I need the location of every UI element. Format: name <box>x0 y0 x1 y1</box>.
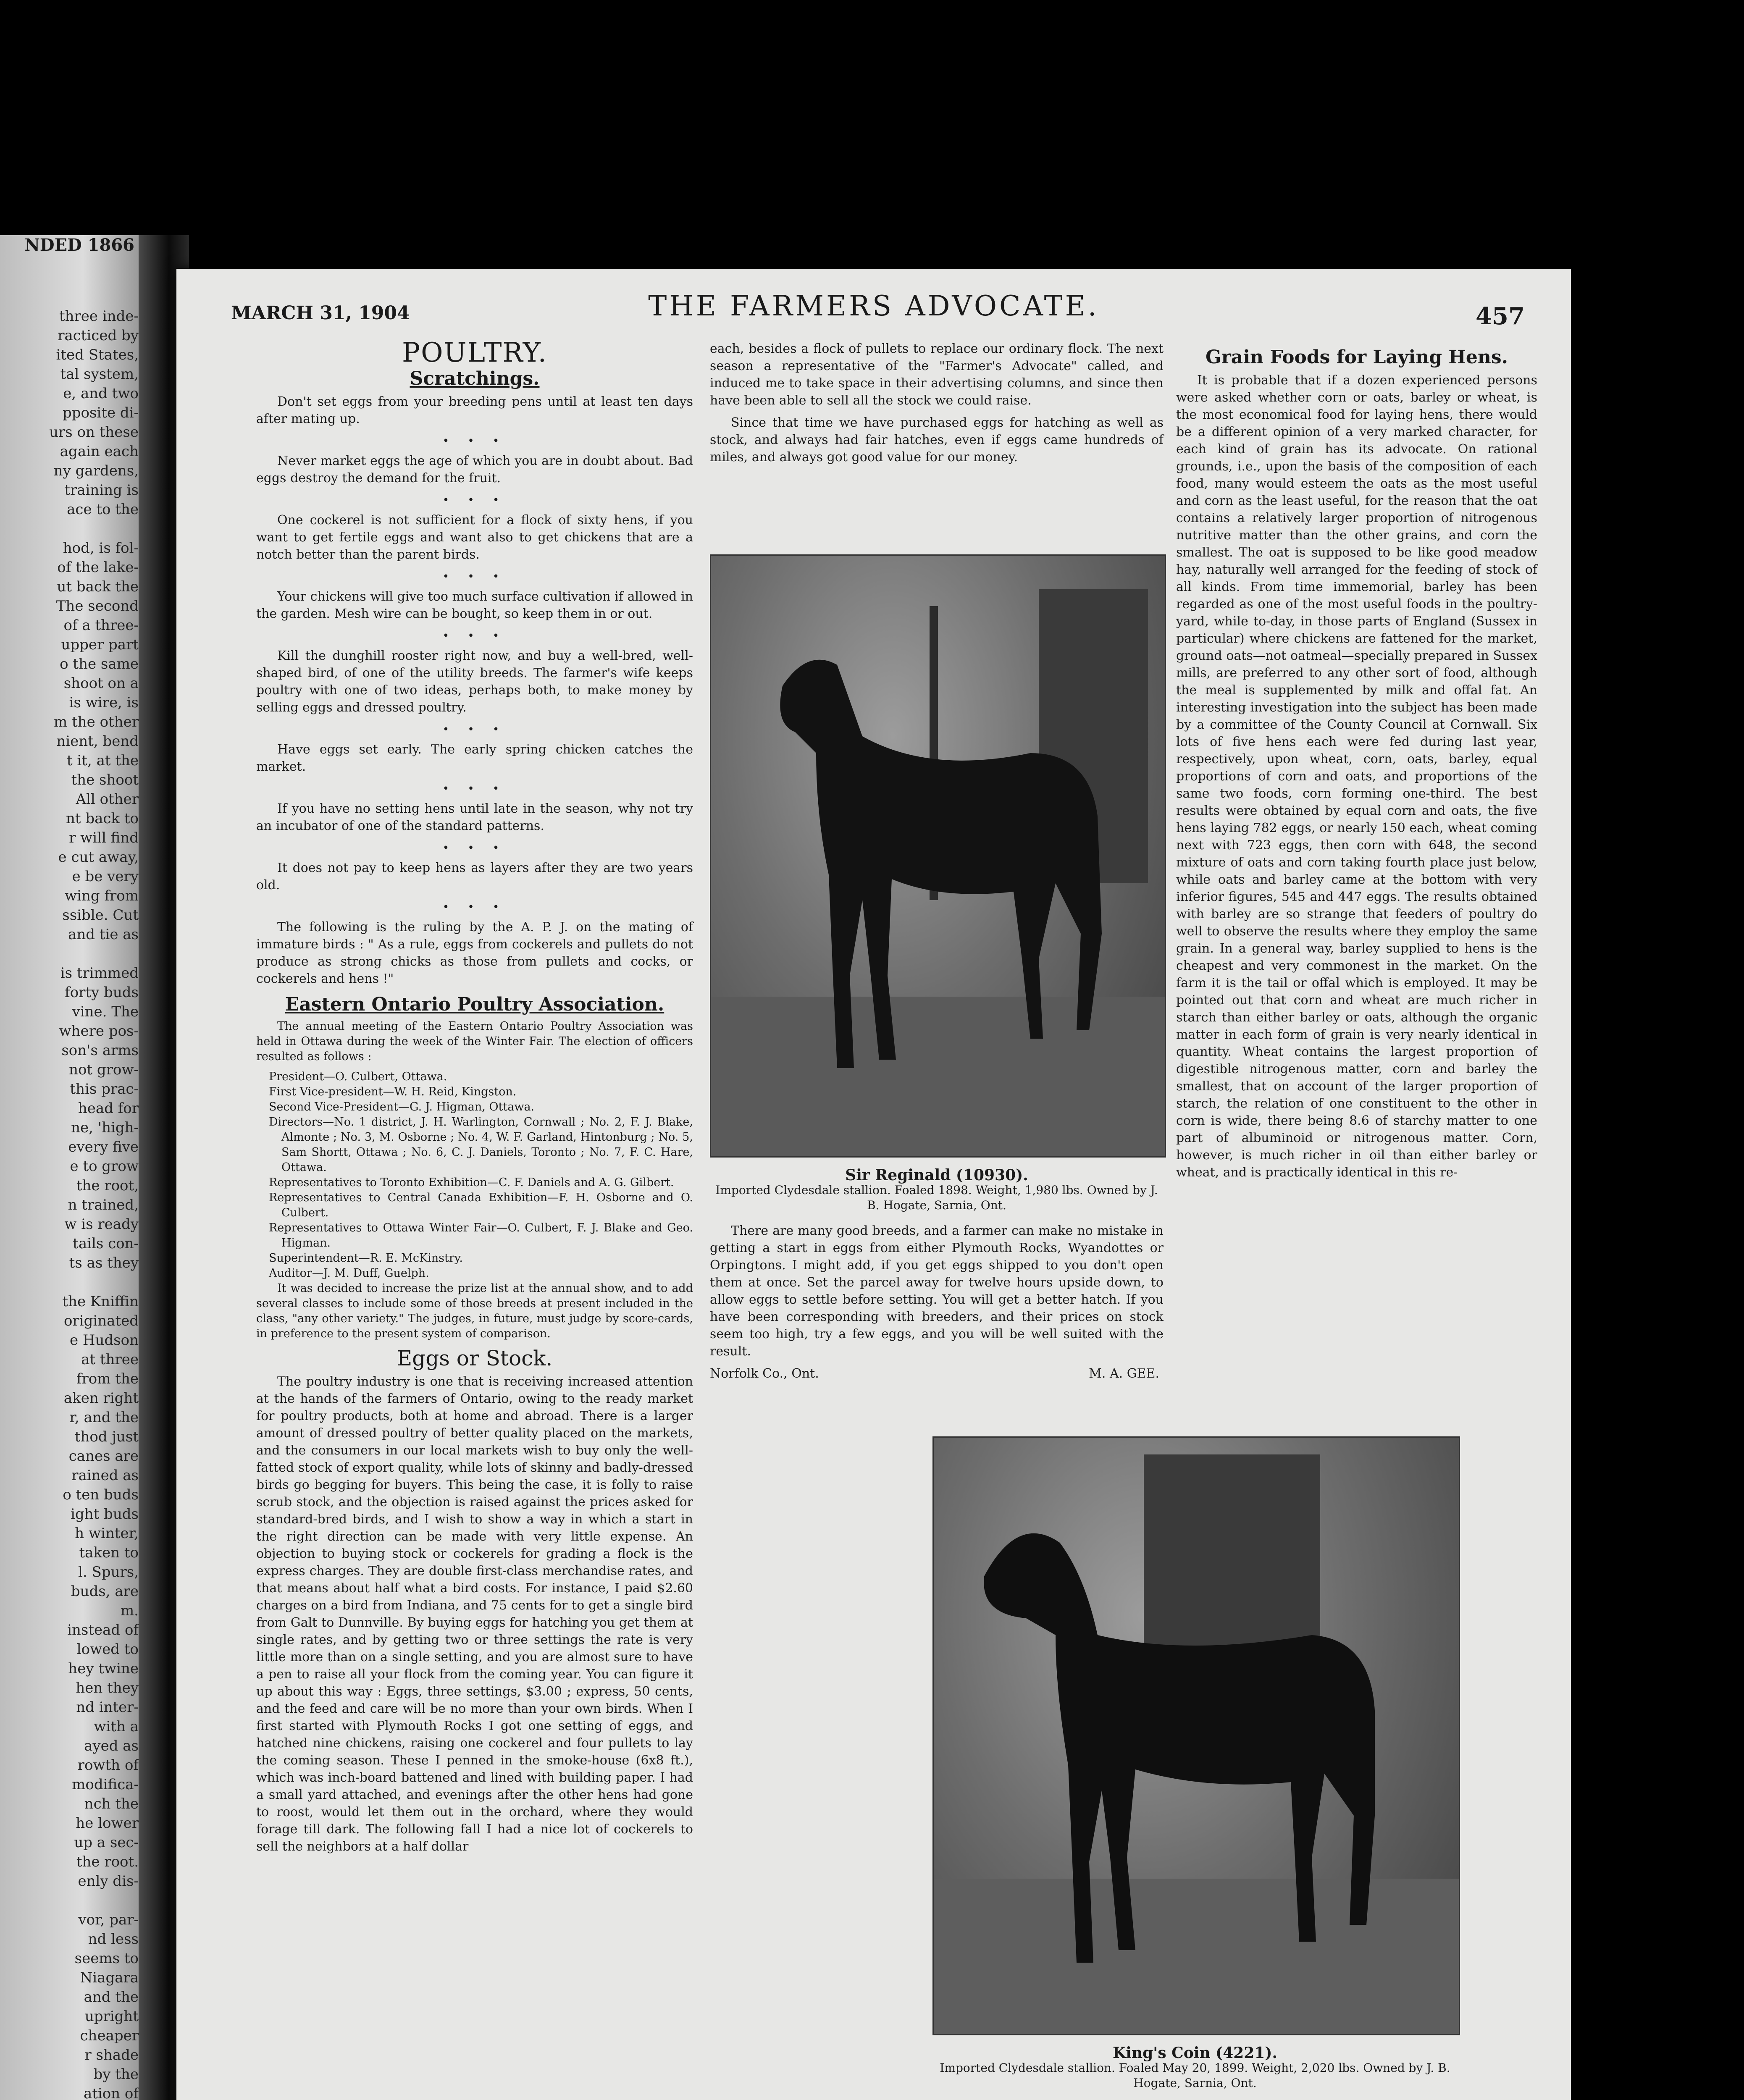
officer-entry: President—O. Culbert, Ottawa. <box>269 1070 447 1083</box>
scratchings-list <box>256 393 693 987</box>
scratching-item: Have eggs set early. The early spring chicken catches the market. <box>256 742 693 774</box>
issue-date: MARCH 31, 1904 <box>231 302 410 324</box>
photo2-caption <box>932 2045 1458 2091</box>
previous-page-line: nt back to <box>66 810 139 827</box>
grain-foods-body: It is probable that if a dozen experienced persons were asked whether corn or oats, barley or wheat, is the most economical food for laying hens, there would be a different opinion of a very marked character, for each kind of grain has its advocate. On rational grounds, i.e., upon the basis of the composition of each food, many would esteem the oats as the most useful and corn as the least useful, for the reason that the oat contains a relatively larger proportion of nitrogenous nutritive matter than the other grains, and corn the smallest. The oat is supposed to be like good meadow hay, naturally well arranged for the feeding of stock of all kinds. From time immemorial, barley has been regarded as one of the most useful foods in the poultry-yard, while to-day, in those parts of England (Sussex in particular) where chickens are fattened for the market, ground oats—not oatmeal—specially prepared in Sussex mills, are preferred to any other sort of food, although the meal is supplemented by milk and offal fat. An interesting investigation into the subject has been made by a committee of the County Council at Cornwall. Six lots of five hens each were fed during last year, respectively, upon wheat, corn, oats, barley, equal proportions of corn and oats, and proportions of the same two foods, corn forming one-third. The best results were obtained by equal corn and oats, the five hens laying 782 eggs, or nearly 150 each, wheat coming next with 723 eggs, then corn with 648, the second mixture of oats and corn taking fourth place just below, while oats and barley came at the bottom with very inferior figures, 545 and 447 eggs. The results obtained with barley are so strange that feeders of poultry do well to observe the results where they employ the same grain. In a general way, barley supplied to hens is the cheapest and very commonest in the market. On the farm it is the tail or offal which is employed. It may be pointed out that corn and wheat are much richer in starch than either barley or oats, although the organic matter in each form of grain is very nearly identical in quantity. Wheat contains the largest proportion of digestible nitrogenous matter, corn and barley the smallest, that on account of the larger proportion of starch, the relation of one constituent to the other in corn is wide, there being 8.6 of starchy matter to one part of albuminoid or nitrogenous matter. Corn, however, is much richer in oil than either barley or wheat, and is practically identical in this re- <box>1176 373 1537 1180</box>
separator-dots: • • • <box>442 570 507 583</box>
photo-kings-coin <box>932 1436 1460 2035</box>
previous-page-line: the shoot <box>71 772 139 788</box>
column-right <box>1176 340 1537 1186</box>
previous-page-header: NDED 1866 <box>24 235 134 255</box>
separator-dots: • • • <box>442 435 507 447</box>
photo1-caption <box>710 1168 1164 1213</box>
previous-page-line: and the <box>84 1989 139 2006</box>
previous-page-line: ited States, <box>56 346 139 363</box>
scratching-item: Don't set eggs from your breeding pens until at least ten days after mating up. <box>256 394 693 426</box>
newspaper-page <box>176 269 1571 2100</box>
previous-page-line: again each <box>60 443 139 460</box>
separator-dots: • • • <box>442 723 507 736</box>
previous-page-line: ne, 'high- <box>71 1119 139 1136</box>
previous-page-line: originated <box>64 1312 139 1329</box>
signature-line <box>710 1365 1164 1382</box>
previous-page-line: l. Spurs, <box>78 1564 139 1580</box>
previous-page-line: the root. <box>76 1853 139 1870</box>
breeds-paragraph: There are many good breeds, and a farmer can make no mistake in getting a start in eggs from either Plymouth Rocks, Wyandottes or Orpingtons. I might add, if you get eggs shipped to you don't open them at once. Set the parcel away for twelve hours upside down, to allow eggs to settle before setting. You will get a better hatch. If you have been corresponding with breeders, and their prices on stock seem too high, try a few eggs, and you will be well suited with the result. <box>710 1223 1164 1359</box>
previous-page-line: of a three- <box>63 617 139 634</box>
horse-silhouette-icon <box>711 556 1165 1156</box>
officers-list <box>256 1069 693 1281</box>
previous-page-line: the root, <box>76 1177 139 1194</box>
previous-page-line: every five <box>68 1139 139 1155</box>
previous-page-line: nd less <box>88 1931 139 1948</box>
photo2-caption-text: Imported Clydesdale stallion. Foaled May 20, 1899. Weight, 2,020 lbs. Owned by J. B. Hogate, Sarnia, Ont. <box>940 2061 1450 2090</box>
previous-page-line: nient, bend <box>56 733 139 750</box>
previous-page-line: hod, is fol- <box>63 540 139 556</box>
photo1-caption-text: Imported Clydesdale stallion. Foaled 1898. Weight, 1,980 lbs. Owned by J. B. Hogate, Sarnia, Ont. <box>715 1183 1158 1212</box>
separator-dots: • • • <box>442 630 507 642</box>
running-header <box>206 286 1542 330</box>
previous-page-line: modifica- <box>72 1776 139 1793</box>
previous-page-edge <box>0 235 139 2100</box>
previous-page-line: r shade <box>84 2047 139 2063</box>
grain-foods-heading: Grain Foods for Laying Hens. <box>1206 346 1508 368</box>
officer-entry: Representatives to Toronto Exhibition—C. F. Daniels and A. G. Gilbert. <box>269 1176 674 1189</box>
scratching-item: Kill the dunghill rooster right now, and buy a well-bred, well-shaped bird, of one of the utility breeds. The farmer's wife keeps poultry with one of two ideas, perhaps both, to make money by selling eggs and dressed poultry. <box>256 648 693 715</box>
previous-page-line: instead of <box>67 1622 139 1638</box>
previous-page-line: rained as <box>71 1467 139 1484</box>
previous-page-line: this prac- <box>70 1081 139 1097</box>
previous-page-line: hey twine <box>68 1660 139 1677</box>
scratching-item: If you have no setting hens until late in the season, why not try an incubator of one of the standard patterns. <box>256 801 693 833</box>
column-left <box>256 337 693 1860</box>
previous-page-line <box>0 1273 139 1292</box>
previous-page-line: hen they <box>76 1680 139 1696</box>
previous-page-line: tal system, <box>60 366 139 383</box>
previous-page-line: ssible. Cut <box>62 907 139 924</box>
previous-page-line: t it, at the <box>66 752 139 769</box>
previous-page-line: aken right <box>63 1390 139 1407</box>
eastern-ontario-heading: Eastern Ontario Poultry Association. <box>285 994 665 1015</box>
previous-page-line: of the lake- <box>57 559 139 576</box>
separator-dots: • • • <box>442 842 507 854</box>
previous-page-line <box>0 519 139 538</box>
previous-page-line: h winter, <box>75 1525 139 1542</box>
previous-page-line: canes are <box>68 1448 139 1465</box>
column-middle-text <box>710 1222 1164 1382</box>
separator-dots: • • • <box>442 901 507 914</box>
eastern-ontario-closing: It was decided to increase the prize list at the annual show, and to add several classes to include some of those breeds at present included in the class, "any other variety." The judges, in future, must judge by score-cards, in preference to the present system of comparison. <box>256 1282 693 1340</box>
previous-page-line: vine. The <box>72 1003 139 1020</box>
previous-page-line: buds, are <box>71 1583 139 1600</box>
previous-page-line: where pos- <box>59 1023 139 1040</box>
officer-entry: Representatives to Central Canada Exhibition—F. H. Osborne and O. Culbert. <box>269 1191 693 1219</box>
previous-page-line: w is ready <box>64 1216 139 1233</box>
previous-page-line: nch the <box>84 1796 139 1812</box>
previous-page-line: r, and the <box>69 1409 139 1426</box>
column-middle-top <box>710 340 1164 471</box>
horse-silhouette-icon <box>934 1438 1459 2034</box>
continued-text-2: Since that time we have purchased eggs for hatching as well as stock, and always had fair hatches, even if eggs came hundreds of miles, and always got good value for our money. <box>710 415 1164 465</box>
previous-page-line: e Hudson <box>69 1332 139 1349</box>
previous-page-line: training is <box>64 482 139 499</box>
previous-page-line: All other <box>76 791 139 808</box>
previous-page-line: vor, par- <box>78 1911 139 1928</box>
previous-page-line: is wire, is <box>69 694 139 711</box>
officer-entry: First Vice-president—W. H. Reid, Kingston. <box>269 1085 517 1098</box>
previous-page-line: head for <box>78 1100 139 1117</box>
previous-page-line: o ten buds <box>63 1486 139 1503</box>
previous-page-line: shoot on a <box>63 675 139 692</box>
photo2-title: King's Coin (4221). <box>1113 2044 1277 2062</box>
previous-page-line: racticed by <box>58 327 139 344</box>
continued-text: each, besides a flock of pullets to replace our ordinary flock. The next season a representative of the "Farmer's Advocate" called, and induced me to take space in their advertising columns, and since then have been able to sell all the stock we could raise. <box>710 341 1164 408</box>
previous-page-line: urs on these <box>49 424 139 441</box>
scratching-item: One cockerel is not sufficient for a flock of sixty hens, if you want to get fertile eggs and want also to get chickens that are a notch better than the parent birds. <box>256 513 693 562</box>
previous-page-line: and tie as <box>68 926 139 943</box>
separator-dots: • • • <box>442 494 507 507</box>
previous-page-line: pposite di- <box>62 404 139 421</box>
officer-entry: Superintendent—R. E. McKinstry. <box>269 1252 463 1265</box>
previous-page-line: tails con- <box>73 1235 139 1252</box>
previous-page-line: e cut away, <box>58 849 139 866</box>
previous-page-line: ts as they <box>69 1255 139 1271</box>
scratching-item: The following is the ruling by the A. P. J. on the mating of immature birds : " As a rule, eggs from cockerels and pullets do not produce as strong chicks as those from pullets and cocks, or cockerels and hens !" <box>256 920 693 986</box>
scratching-item: Your chickens will give too much surface cultivation if allowed in the garden. Mesh wire can be bought, so keep them in or out. <box>256 589 693 621</box>
previous-page-line: e be very <box>72 868 139 885</box>
previous-page-line: forty buds <box>65 984 139 1001</box>
scratching-item: Never market eggs the age of which you are in doubt about. Bad eggs destroy the demand for the fruit. <box>256 454 693 486</box>
previous-page-line: ight buds <box>71 1506 139 1522</box>
masthead: THE FARMERS ADVOCATE. <box>648 290 1099 322</box>
previous-page-line: m the other <box>54 714 139 730</box>
previous-page-line: upper part <box>61 636 139 653</box>
page-number: 457 <box>1476 302 1525 330</box>
section-title: POULTRY. <box>402 337 547 368</box>
previous-page-line: n trained, <box>68 1197 139 1213</box>
previous-page-line: enly dis- <box>78 1873 139 1890</box>
previous-page-line: up a sec- <box>74 1834 139 1851</box>
officer-entry: Representatives to Ottawa Winter Fair—O. Culbert, F. J. Blake and Geo. Higman. <box>269 1221 693 1250</box>
photo-sir-reginald <box>710 554 1166 1158</box>
officer-entry: Second Vice-President—G. J. Higman, Ottawa. <box>269 1100 535 1113</box>
previous-page-line <box>0 944 139 963</box>
previous-page-line: he lower <box>76 1815 139 1832</box>
previous-page-line: ayed as <box>84 1738 139 1754</box>
previous-page-line: nd inter- <box>76 1699 139 1716</box>
previous-page-line: with a <box>94 1718 139 1735</box>
previous-page-line: at three <box>81 1351 139 1368</box>
previous-page-line: rowth of <box>77 1757 139 1774</box>
previous-page-line: from the <box>76 1370 139 1387</box>
previous-page-line: Niagara <box>80 1969 139 1986</box>
previous-page-line: ace to the <box>67 501 139 518</box>
officer-entry: Directors—No. 1 district, J. H. Warlington, Cornwall ; No. 2, F. J. Blake, Almonte ; No. 3, M. Osborne ; No. 4, W. F. Garland, Hintonburg ; No. 5, Sam Shortt, Ottawa ; No. 6, C. J. Daniels, Toronto ; No. 7, F. C. Hare, Ottawa. <box>269 1116 693 1174</box>
officer-entry: Auditor—J. M. Duff, Guelph. <box>269 1267 429 1280</box>
previous-page-line <box>0 1891 139 1910</box>
previous-page-line: seems to <box>74 1950 139 1967</box>
previous-page-line: is trimmed <box>60 965 139 982</box>
eggs-or-stock-body: The poultry industry is one that is receiving increased attention at the hands of the farmers of Ontario, owing to the ready market for poultry products, both at home and abroad. There is a larger amount of dressed poultry of better quality placed on the markets, and the consumers in our local markets wish to buy only the well-fatted stock of export quality, while lots of skinny and badly-dressed birds go begging for buyers. This being the case, it is folly to raise scrub stock, and the objection is raised against the prices asked for standard-bred birds, and I wish to show a way in which a start in the right direction can be made with very little expense. An objection to buying stock or cockerels for grading a flock is the express charges. They are double first-class merchandise rates, and that means about half what a bird costs. For instance, I paid $2.60 charges on a bird from Indiana, and 75 cents for to get a single bird from Galt to Dunnville. By buying eggs for hatching you get them at single rates, and by getting two or three settings the rate is very little more than on a single setting, and you are almost sure to have a pen to raise all your flock from the coming year. You can figure it up about this way : Eggs, three settings, $3.00 ; express, 50 cents, and the feed and care will be no more than your own birds. When I first started with Plymouth Rocks I got one setting of eggs, and hatched nine chickens, raising one cockerel and four pullets to lay the coming season. These I penned in the smoke-house (6x8 ft.), which was inch-board battened and lined with building paper. I had a small yard attached, and evenings after the other hens had gone to roost, would let them out in the orchard, where they would forage till dark. The following fall I had a nice lot of cockerels to sell the neighbors at a half dollar <box>256 1374 693 1854</box>
signature-name: M. A. GEE. <box>1089 1366 1159 1381</box>
previous-page-line: ation of <box>83 2085 139 2100</box>
separator-dots: • • • <box>442 782 507 795</box>
previous-page-line: son's arms <box>61 1042 139 1059</box>
previous-page-line: e to grow <box>70 1158 139 1175</box>
eggs-or-stock-heading: Eggs or Stock. <box>397 1346 553 1370</box>
previous-page-line: upright <box>84 2008 139 2025</box>
previous-page-line: thod just <box>74 1428 139 1445</box>
previous-page-line: by the <box>93 2066 139 2083</box>
previous-page-line: not grow- <box>69 1061 139 1078</box>
previous-page-line: e, and two <box>63 385 139 402</box>
scratchings-heading: Scratchings. <box>410 368 540 389</box>
previous-page-text <box>0 307 139 2100</box>
photo1-title: Sir Reginald (10930). <box>845 1166 1028 1184</box>
previous-page-line: wing from <box>65 887 139 904</box>
previous-page-line: lowed to <box>76 1641 139 1658</box>
eastern-ontario-intro: The annual meeting of the Eastern Ontario Poultry Association was held in Ottawa during the week of the Winter Fair. The election of officers resulted as follows : <box>256 1020 693 1063</box>
previous-page-line: the Kniffin <box>62 1293 139 1310</box>
signature-place: Norfolk Co., Ont. <box>710 1366 819 1381</box>
previous-page-line: The second <box>56 598 139 614</box>
previous-page-line: o the same <box>60 656 139 672</box>
previous-page-line: r will find <box>69 830 139 846</box>
scratching-item: It does not pay to keep hens as layers after they are two years old. <box>256 861 693 892</box>
previous-page-line: three inde- <box>59 308 139 325</box>
previous-page-line: cheaper <box>80 2027 139 2044</box>
previous-page-line: ut back the <box>57 578 139 595</box>
previous-page-line: m. <box>120 1602 139 1619</box>
previous-page-line: ny gardens, <box>53 462 139 479</box>
previous-page-line: taken to <box>79 1544 139 1561</box>
